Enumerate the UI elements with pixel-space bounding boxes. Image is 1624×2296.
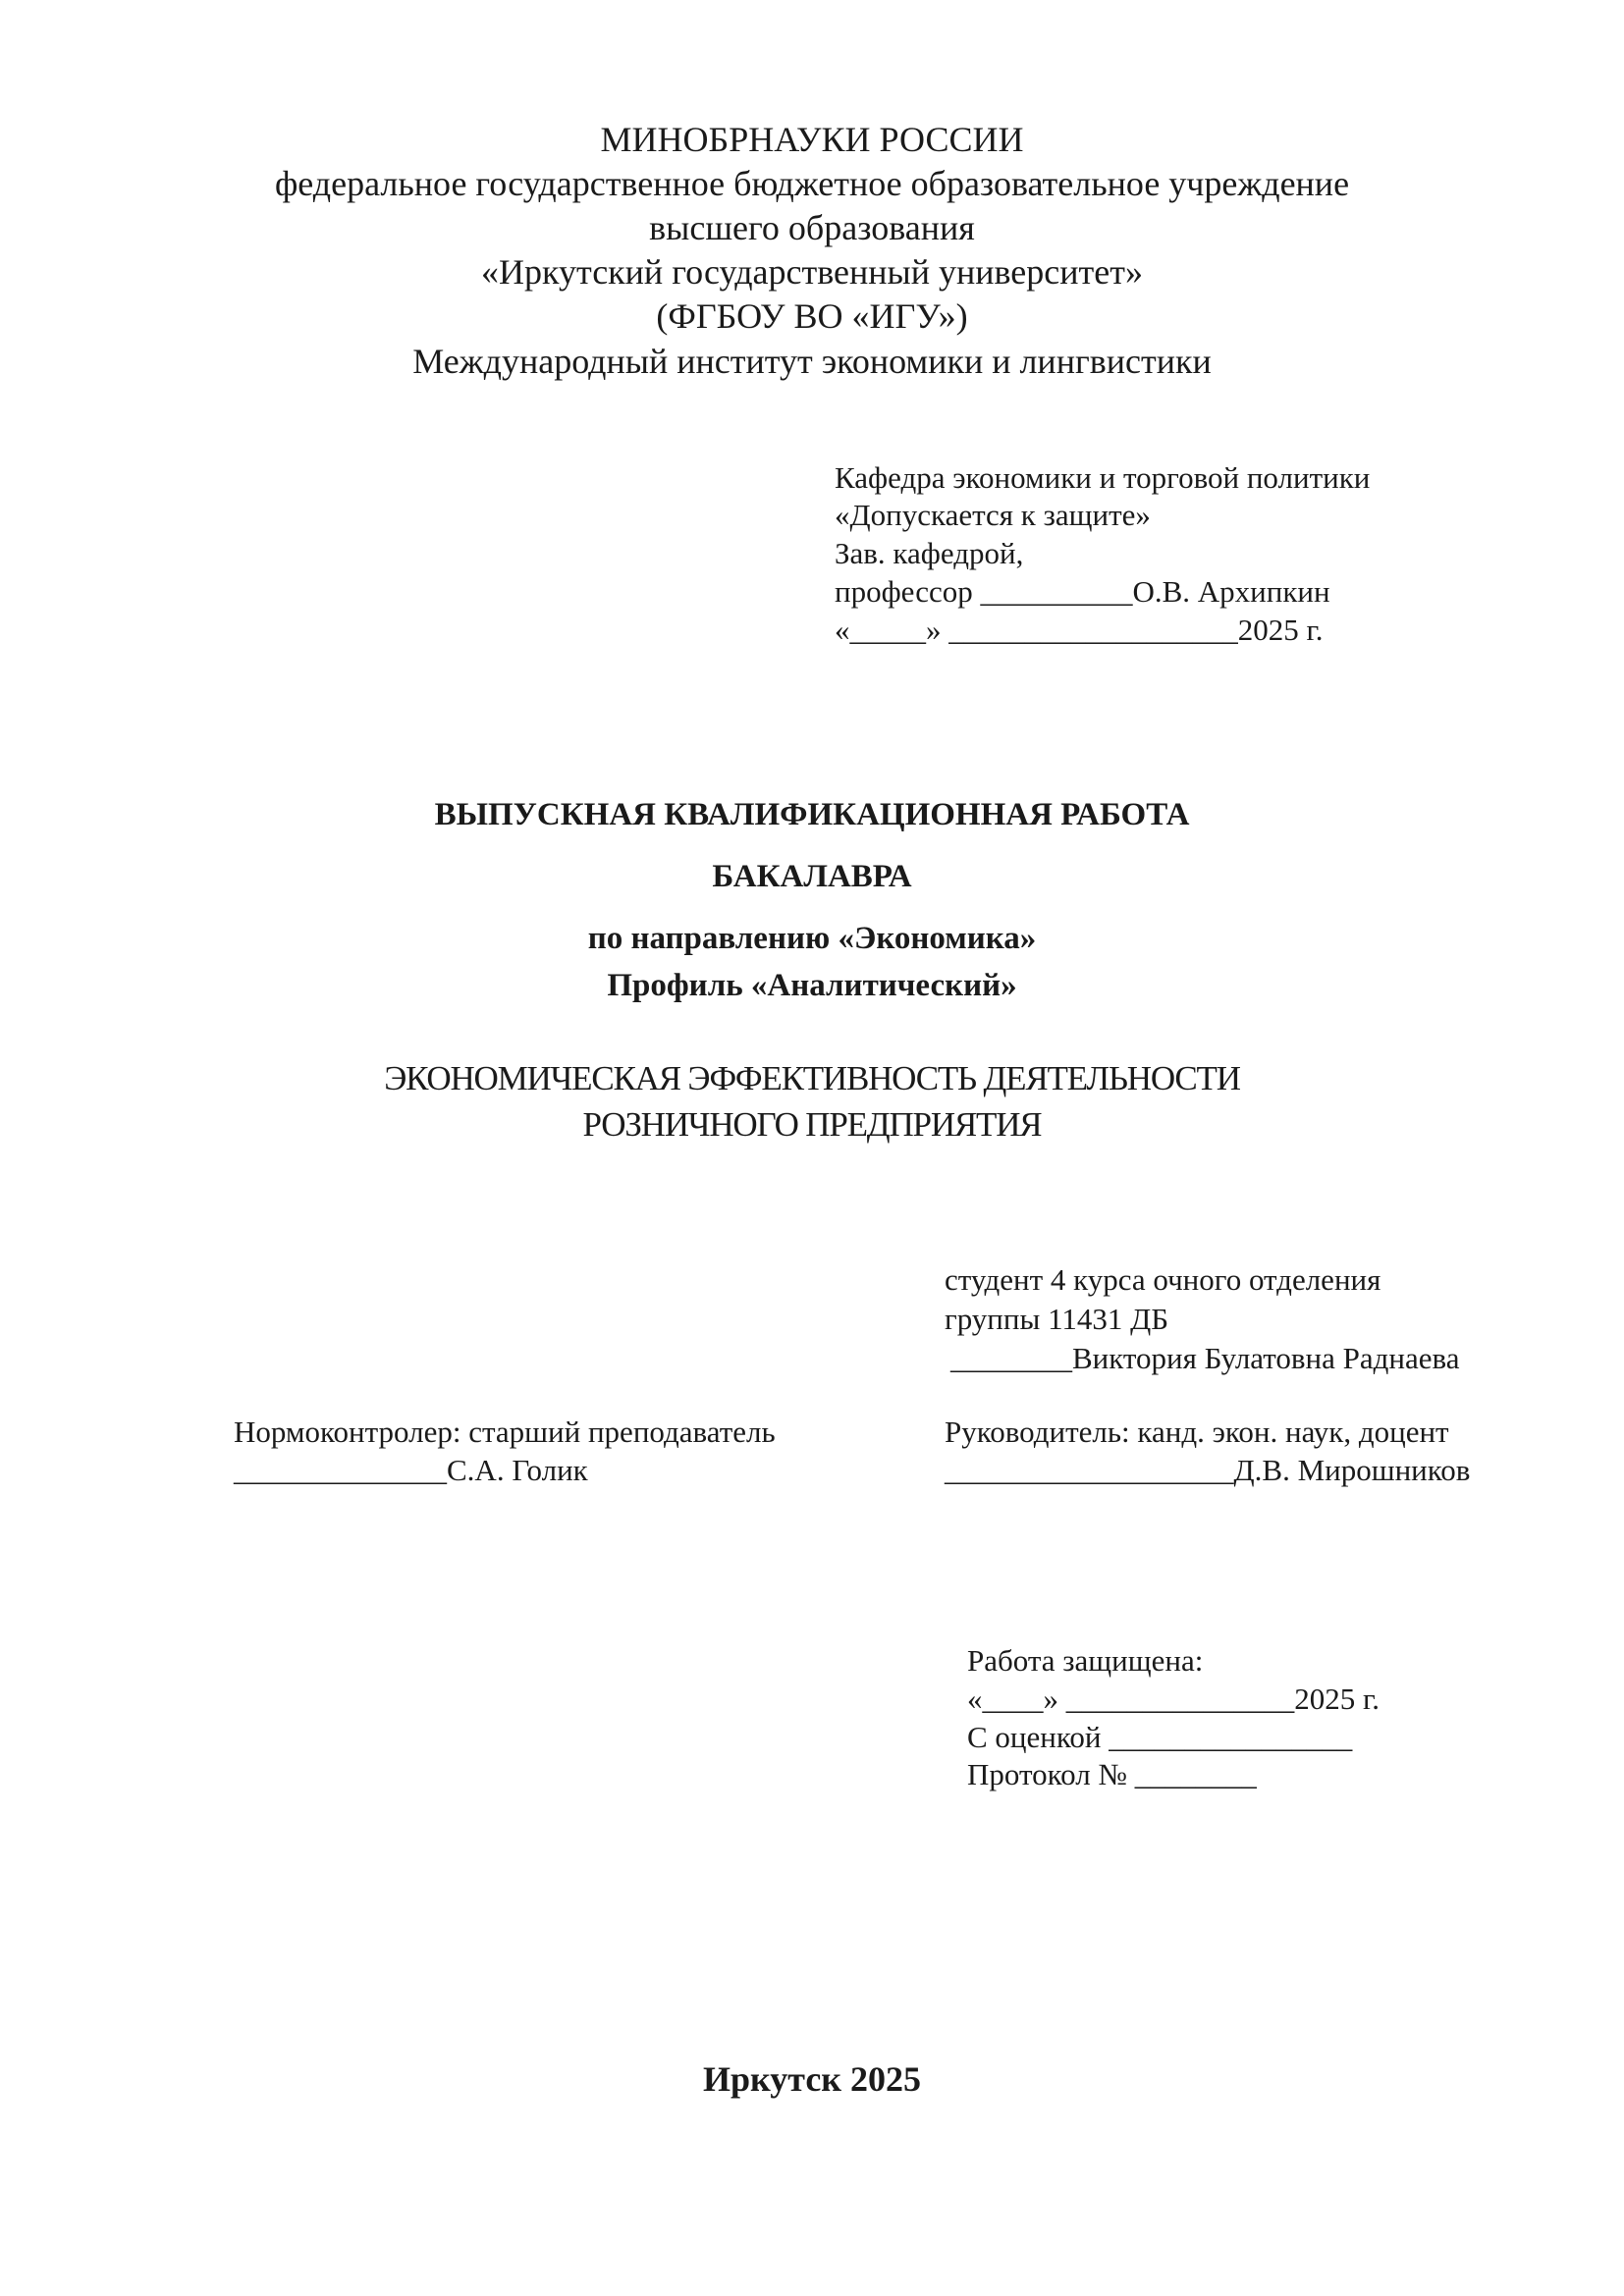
institution-type: федеральное государственное бюджетное образовательное учреждение bbox=[274, 164, 1350, 203]
city-year: Иркутск 2025 bbox=[702, 2059, 922, 2099]
head-of-department-signature: профессор __________О.В. Архипкин bbox=[835, 574, 1330, 609]
admission-note: «Допускается к защите» bbox=[835, 498, 1151, 532]
normcontroller-signature: ______________С.А. Голик bbox=[234, 1453, 588, 1487]
ministry-name: МИНОБРНАУКИ РОССИИ bbox=[600, 120, 1024, 159]
head-of-department-title: Зав. кафедрой, bbox=[835, 536, 1024, 570]
student-group: группы 11431 ДБ bbox=[945, 1302, 1169, 1336]
university-name: «Иркутский государственный университет» bbox=[481, 252, 1143, 292]
supervisor-signature: ___________________Д.В. Мирошников bbox=[945, 1453, 1471, 1487]
approval-date: «_____» ___________________2025 г. bbox=[835, 613, 1324, 647]
study-direction: по направлению «Экономика» bbox=[587, 921, 1037, 956]
work-type-line2: БАКАЛАВРА bbox=[712, 859, 912, 894]
institute-name: Международный институт экономики и лингвистики bbox=[412, 342, 1212, 381]
study-profile: Профиль «Аналитический» bbox=[607, 968, 1017, 1003]
defense-grade: С оценкой ________________ bbox=[967, 1720, 1353, 1754]
student-course: студент 4 курса очного отделения bbox=[945, 1262, 1381, 1297]
work-type-line1: ВЫПУСКНАЯ КВАЛИФИКАЦИОННАЯ РАБОТА bbox=[434, 797, 1190, 832]
defense-status: Работа защищена: bbox=[967, 1643, 1204, 1678]
education-level: высшего образования bbox=[649, 208, 975, 247]
topic-line1: ЭКОНОМИЧЕСКАЯ ЭФФЕКТИВНОСТЬ ДЕЯТЕЛЬНОСТИ bbox=[384, 1059, 1240, 1097]
student-signature: ________Виктория Булатовна Раднаева bbox=[950, 1341, 1460, 1375]
defense-protocol: Протокол № ________ bbox=[967, 1757, 1257, 1791]
supervisor-title: Руководитель: канд. экон. наук, доцент bbox=[945, 1415, 1449, 1449]
defense-date: «____» _______________2025 г. bbox=[967, 1682, 1380, 1716]
university-abbreviation: (ФГБОУ ВО «ИГУ») bbox=[656, 296, 968, 336]
normcontroller-title: Нормоконтролер: старший преподаватель bbox=[234, 1415, 776, 1449]
department-name: Кафедра экономики и торговой политики bbox=[835, 460, 1371, 495]
topic-line2: РОЗНИЧНОГО ПРЕДПРИЯТИЯ bbox=[582, 1105, 1042, 1144]
